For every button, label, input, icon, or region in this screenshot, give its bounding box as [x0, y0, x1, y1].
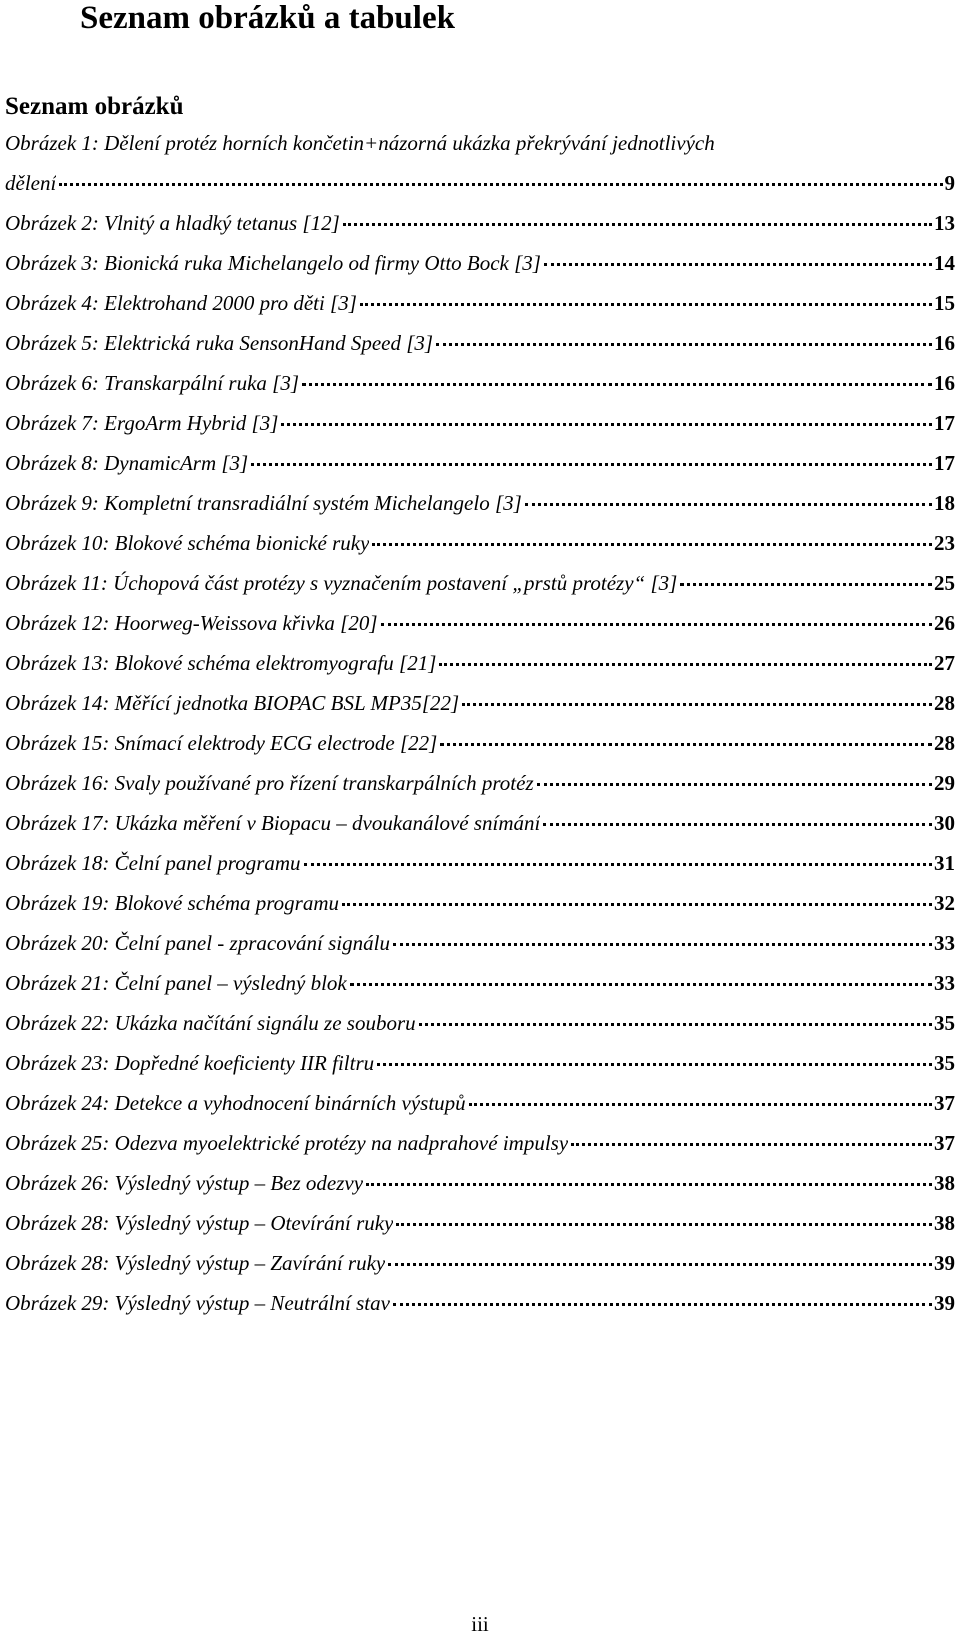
dot-leader	[439, 663, 932, 666]
toc-entry-text: Obrázek 23: Dopředné koeficienty IIR filtru	[5, 1051, 375, 1075]
toc-entry[interactable]	[5, 731, 955, 771]
toc-entry-text: Obrázek 16: Svaly používané pro řízení transkarpálních protéz	[5, 771, 534, 795]
toc-entry-page: 14	[934, 251, 955, 275]
toc-entry-text: Obrázek 14: Měřící jednotka BIOPAC BSL MP35[22]	[5, 691, 460, 715]
toc-entry-page: 16	[934, 371, 955, 395]
dot-leader	[537, 783, 932, 786]
toc-entry-text: Obrázek 17: Ukázka měření v Biopacu – dvoukanálové snímání	[5, 811, 541, 835]
toc-entry-page: 17	[934, 411, 955, 435]
toc-entry[interactable]	[5, 651, 955, 691]
toc-entry-text: Obrázek 6: Transkarpální ruka [3]	[5, 371, 300, 395]
toc-entry-text: Obrázek 8: DynamicArm [3]	[5, 451, 249, 475]
page-title: Seznam obrázků a tabulek	[80, 0, 455, 36]
toc-entry-page: 9	[944, 171, 955, 195]
toc-entry[interactable]	[5, 1251, 955, 1291]
toc-entry-text: Obrázek 24: Detekce a vyhodnocení binárních výstupů	[5, 1091, 466, 1115]
dot-leader	[251, 463, 932, 466]
toc-entry-text: Obrázek 18: Čelní panel programu	[5, 851, 301, 875]
toc-entry-page: 15	[934, 291, 955, 315]
toc-entry-page: 30	[934, 811, 955, 835]
toc-entry[interactable]	[5, 611, 955, 651]
toc-entry[interactable]	[5, 291, 955, 331]
section-title: Seznam obrázků	[5, 93, 184, 120]
dot-leader	[436, 343, 932, 346]
toc-entry-page: 33	[934, 971, 955, 995]
dot-leader	[381, 623, 932, 626]
toc-entry-page: 28	[934, 691, 955, 715]
toc-entry-text: Obrázek 22: Ukázka načítání signálu ze souboru	[5, 1011, 416, 1035]
toc-entry[interactable]	[5, 371, 955, 411]
toc-entry[interactable]	[5, 251, 955, 291]
toc-entry-text: Obrázek 2: Vlnitý a hladký tetanus [12]	[5, 211, 340, 235]
toc-entry[interactable]	[5, 451, 955, 491]
dot-leader	[680, 583, 932, 586]
dot-leader	[393, 943, 932, 946]
toc-entry[interactable]	[5, 211, 955, 251]
toc-entry[interactable]	[5, 1211, 955, 1251]
toc-entry[interactable]	[5, 331, 955, 371]
toc-entry-text: Obrázek 4: Elektrohand 2000 pro děti [3]	[5, 291, 357, 315]
toc-entry[interactable]	[5, 131, 955, 171]
toc-entry[interactable]	[5, 571, 955, 611]
toc-entry-page: 28	[934, 731, 955, 755]
toc-entry[interactable]	[5, 1051, 955, 1091]
toc-entry-page: 17	[934, 451, 955, 475]
toc-entry-page: 33	[934, 931, 955, 955]
dot-leader	[440, 743, 932, 746]
dot-leader	[360, 303, 932, 306]
toc-entry-text: Obrázek 10: Blokové schéma bionické ruky	[5, 531, 370, 555]
dot-leader	[372, 543, 932, 546]
toc-entry-text: Obrázek 12: Hoorweg-Weissova křivka [20]	[5, 611, 378, 635]
toc-entry-page: 37	[934, 1091, 955, 1115]
toc-entry-text: Obrázek 3: Bionická ruka Michelangelo od firmy Otto Bock [3]	[5, 251, 541, 275]
toc-entry-page: 37	[934, 1131, 955, 1155]
dot-leader	[59, 183, 942, 186]
toc-entry[interactable]	[5, 411, 955, 451]
toc-entry[interactable]	[5, 1171, 955, 1211]
dot-leader	[543, 823, 932, 826]
toc-entry-page: 39	[934, 1291, 955, 1315]
toc-entry[interactable]	[5, 811, 955, 851]
toc-entry-continuation[interactable]	[5, 171, 955, 211]
toc-entry-text: Obrázek 25: Odezva myoelektrické protézy na nadprahové impulsy	[5, 1131, 569, 1155]
dot-leader	[343, 223, 932, 226]
toc-entry-page: 31	[934, 851, 955, 875]
dot-leader	[366, 1183, 932, 1186]
toc-entry-text: dělení	[5, 171, 57, 195]
toc-entry-page: 23	[934, 531, 955, 555]
toc-entry-page: 39	[934, 1251, 955, 1275]
dot-leader	[525, 503, 932, 506]
toc-entry-text: Obrázek 21: Čelní panel – výsledný blok	[5, 971, 347, 995]
toc-entry[interactable]	[5, 971, 955, 1011]
toc-entry[interactable]	[5, 531, 955, 571]
toc-entry-page: 26	[934, 611, 955, 635]
toc-entry-text: Obrázek 5: Elektrická ruka SensonHand Speed [3]	[5, 331, 434, 355]
toc-entry-page: 38	[934, 1171, 955, 1195]
toc-entry-text: Obrázek 20: Čelní panel - zpracování signálu	[5, 931, 390, 955]
toc-entry-text: Obrázek 28: Výsledný výstup – Zavírání ruky	[5, 1251, 386, 1275]
toc-entry-text: Obrázek 29: Výsledný výstup – Neutrální stav	[5, 1291, 390, 1315]
dot-leader	[469, 1103, 932, 1106]
toc-entry-text: Obrázek 11: Úchopová část protézy s vyznačením postavení „prstů protézy“ [3]	[5, 571, 678, 595]
dot-leader	[419, 1023, 932, 1026]
dot-leader	[377, 1063, 932, 1066]
toc-entry-page: 32	[934, 891, 955, 915]
figure-list	[5, 131, 955, 1331]
toc-entry-text: Obrázek 15: Snímací elektrody ECG electrode [22]	[5, 731, 438, 755]
toc-entry-text: Obrázek 7: ErgoArm Hybrid [3]	[5, 411, 279, 435]
dot-leader	[342, 903, 932, 906]
dot-leader	[393, 1303, 932, 1306]
toc-entry-page: 38	[934, 1211, 955, 1235]
toc-entry[interactable]	[5, 851, 955, 891]
toc-entry-text: Obrázek 9: Kompletní transradiální systém Michelangelo [3]	[5, 491, 522, 515]
dot-leader	[304, 863, 932, 866]
toc-entry[interactable]	[5, 491, 955, 531]
toc-entry-page: 29	[934, 771, 955, 795]
toc-entry-text: Obrázek 28: Výsledný výstup – Otevírání ruky	[5, 1211, 394, 1235]
toc-entry[interactable]	[5, 891, 955, 931]
dot-leader	[388, 1263, 932, 1266]
dot-leader	[571, 1143, 932, 1146]
toc-entry-text: Obrázek 1: Dělení protéz horních končetin+názorná ukázka překrývání jednotlivých	[5, 131, 715, 155]
dot-leader	[302, 383, 932, 386]
toc-entry-text: Obrázek 26: Výsledný výstup – Bez odezvy	[5, 1171, 364, 1195]
toc-entry-page: 13	[934, 211, 955, 235]
toc-entry-page: 18	[934, 491, 955, 515]
toc-entry-text: Obrázek 19: Blokové schéma programu	[5, 891, 339, 915]
page-number: iii	[471, 1612, 489, 1636]
toc-entry-page: 35	[934, 1011, 955, 1035]
toc-entry[interactable]	[5, 1011, 955, 1051]
toc-entry[interactable]	[5, 931, 955, 971]
dot-leader	[281, 423, 932, 426]
toc-entry[interactable]	[5, 771, 955, 811]
toc-entry-text: Obrázek 13: Blokové schéma elektromyografu [21]	[5, 651, 437, 675]
toc-entry-page: 27	[934, 651, 955, 675]
dot-leader	[350, 983, 932, 986]
dot-leader	[462, 703, 932, 706]
toc-entry[interactable]	[5, 1091, 955, 1131]
toc-entry-page: 16	[934, 331, 955, 355]
dot-leader	[544, 263, 932, 266]
toc-entry[interactable]	[5, 1131, 955, 1171]
dot-leader	[396, 1223, 932, 1226]
toc-entry[interactable]	[5, 691, 955, 731]
toc-entry-page: 25	[934, 571, 955, 595]
toc-entry[interactable]	[5, 1291, 955, 1331]
toc-entry-page: 35	[934, 1051, 955, 1075]
